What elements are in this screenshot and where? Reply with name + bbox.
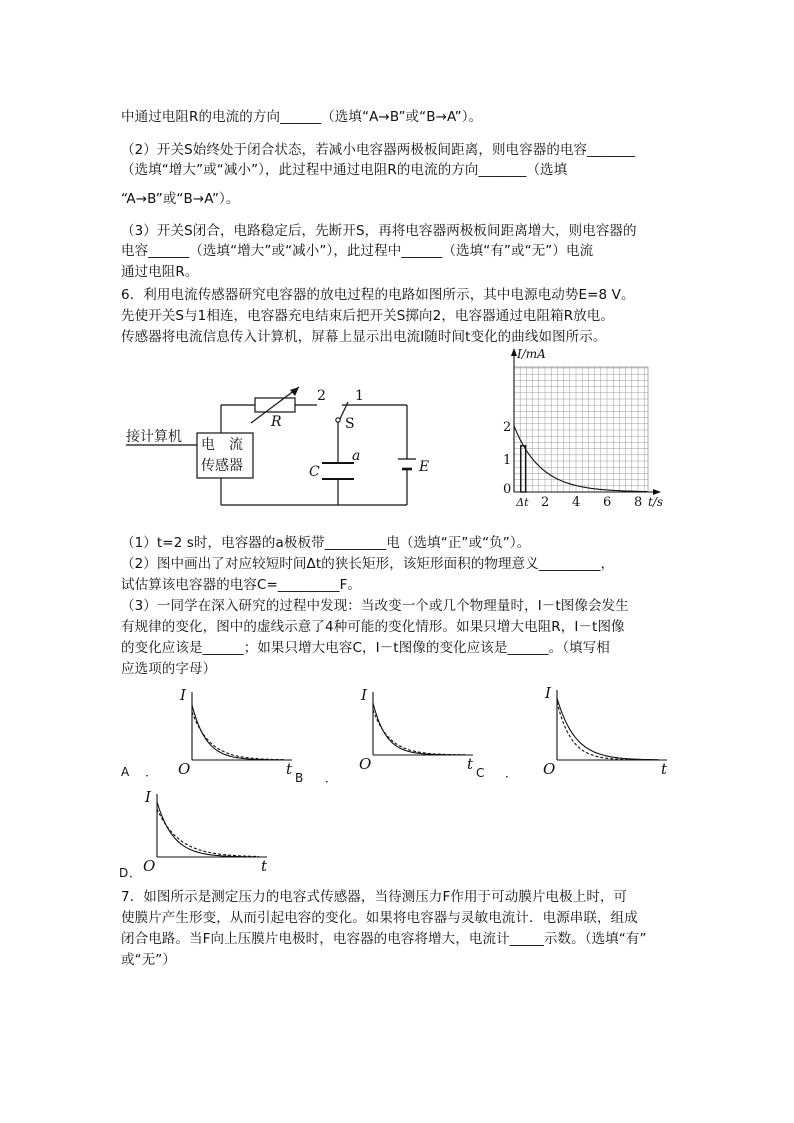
source-label: E [419, 459, 430, 475]
circuit-diagram [121, 385, 430, 510]
option-y-label: I [361, 686, 367, 704]
option-c-graph [470, 680, 680, 780]
option-d-graph [115, 785, 295, 880]
computer-label: 接计算机 [126, 429, 182, 445]
text-line: 先使开关S与1相连，电容器充电结束后把开关S掷向2，电容器通过电阻箱R放电。 [121, 308, 614, 324]
text-line: “A→B”或“B→A”）。 [121, 191, 240, 207]
text-line: 应选项的字母） [121, 661, 217, 677]
text-line: 6．利用电流传感器研究电容器的放电过程的电路如图所示，其中电源电动势E=8 V。 [121, 287, 635, 303]
text-line: （1）t=2 s时，电容器的a极板带_________电（选填“正”或“负”）。 [121, 535, 531, 551]
option-dot: ． [145, 765, 158, 779]
option-b-graph [295, 685, 495, 785]
option-letter: C [476, 766, 485, 780]
option-origin-label: O [178, 760, 191, 778]
x-tick-label: 4 [572, 495, 581, 510]
text-line: 使膜片产生形变，从而引起电容的变化。如果将电容器与灵敏电流计．电源串联，组成 [121, 910, 638, 926]
solid-curve [192, 705, 284, 760]
option-x-label: t [467, 755, 474, 773]
dashed-curve [557, 702, 659, 760]
dashed-curve [157, 809, 259, 857]
option-origin-label: O [543, 760, 556, 778]
dashed-curve [192, 712, 284, 760]
current-time-chart [496, 345, 676, 515]
option-letter: B [295, 771, 304, 785]
x-tick-label: 8 [634, 495, 643, 510]
text-line: 中通过电阻R的电流的方向______（选填“A→B”或“B→A”）。 [121, 109, 483, 125]
dashed-curve [373, 710, 465, 755]
y-tick-label: 1 [503, 453, 512, 468]
option-origin-label: O [143, 857, 156, 875]
option-x-label: t [661, 760, 668, 778]
resistor-label: R [271, 414, 282, 430]
y-axis-label: I/mA [517, 347, 546, 361]
solid-curve [557, 698, 659, 760]
option-y-label: I [180, 686, 186, 704]
option-letter: D [119, 866, 129, 880]
option-dot: ． [129, 866, 142, 880]
option-x-label: t [261, 857, 268, 875]
option-y-label: I [145, 788, 151, 806]
text-line: 试估算该电容器的电容C=_________F。 [121, 577, 362, 593]
text-line: 闭合电路。当F向上压膜片电极时，电容器的电容将增大，电流计_____示数。（选填“有” [121, 931, 647, 947]
option-origin-label: O [359, 755, 372, 773]
capacitor-label: C [309, 464, 320, 480]
text-line: 或“无”） [121, 952, 176, 968]
sensor-label-1: 电 流 [201, 437, 243, 453]
switch-pivot [336, 418, 340, 422]
y-tick-label: 2 [503, 420, 512, 435]
text-line: （3）开关S闭合，电路稳定后，先断开S，再将电容器两极板间距离增大，则电容器的 [121, 223, 637, 239]
text-line: 有规律的变化，图中的虚线示意了4种可能的变化情形。如果只增大电阻R，I－t图像 [121, 619, 625, 635]
text-line: （选填“增大”或“减小”），此过程中通过电阻R的电流的方向_______（选填 [121, 162, 568, 178]
origin-label: 0 [503, 482, 512, 497]
text-line: 传感器将电流信息传入计算机，屏幕上显示出电流I随时间t变化的曲线如图所示。 [121, 329, 607, 345]
text-line: （2）图中画出了对应较短时间Δt的狭长矩形，该矩形面积的物理意义_________， [121, 556, 615, 572]
current-curve [514, 426, 647, 492]
text-line: 的变化应该是______；如果只增大电容C，I－t图像的变化应该是______。（填写相 [121, 640, 610, 656]
delta-rectangle [521, 446, 526, 492]
chart-grid [514, 367, 648, 492]
plate-label: a [352, 448, 361, 464]
x-tick-label: 2 [541, 495, 550, 510]
option-dot: ． [505, 766, 518, 780]
text-line: （2）开关S始终处于闭合状态，若减小电容器两极板间距离，则电容器的电容_______ [121, 142, 636, 158]
text-line: 电容______（选填“增大”或“减小”），此过程中______（选填“有”或“无”）电流 [121, 243, 594, 259]
option-letter: A [121, 765, 130, 779]
solid-curve [157, 802, 259, 857]
option-a-graph [115, 685, 315, 780]
delta-t-label: Δt [516, 496, 529, 509]
sensor-label-2: 传感器 [201, 458, 243, 474]
option-dot: ． [325, 771, 338, 785]
text-line: 7．如图所示是测定压力的电容式传感器，当待测压力F作用于可动膜片电极上时，可 [121, 889, 628, 905]
text-line: （3）一同学在深入研究的过程中发现：当改变一个或几个物理量时，I－t图像会发生 [121, 598, 629, 614]
text-line: 通过电阻R。 [121, 264, 199, 280]
x-axis-label: t/s [648, 495, 664, 509]
pos1-label: 1 [355, 388, 364, 404]
switch-label: S [345, 416, 355, 432]
solid-curve [373, 703, 465, 755]
x-tick-label: 6 [603, 495, 612, 510]
pos2-label: 2 [317, 388, 326, 404]
option-x-label: t [286, 760, 293, 778]
option-y-label: I [545, 684, 551, 702]
